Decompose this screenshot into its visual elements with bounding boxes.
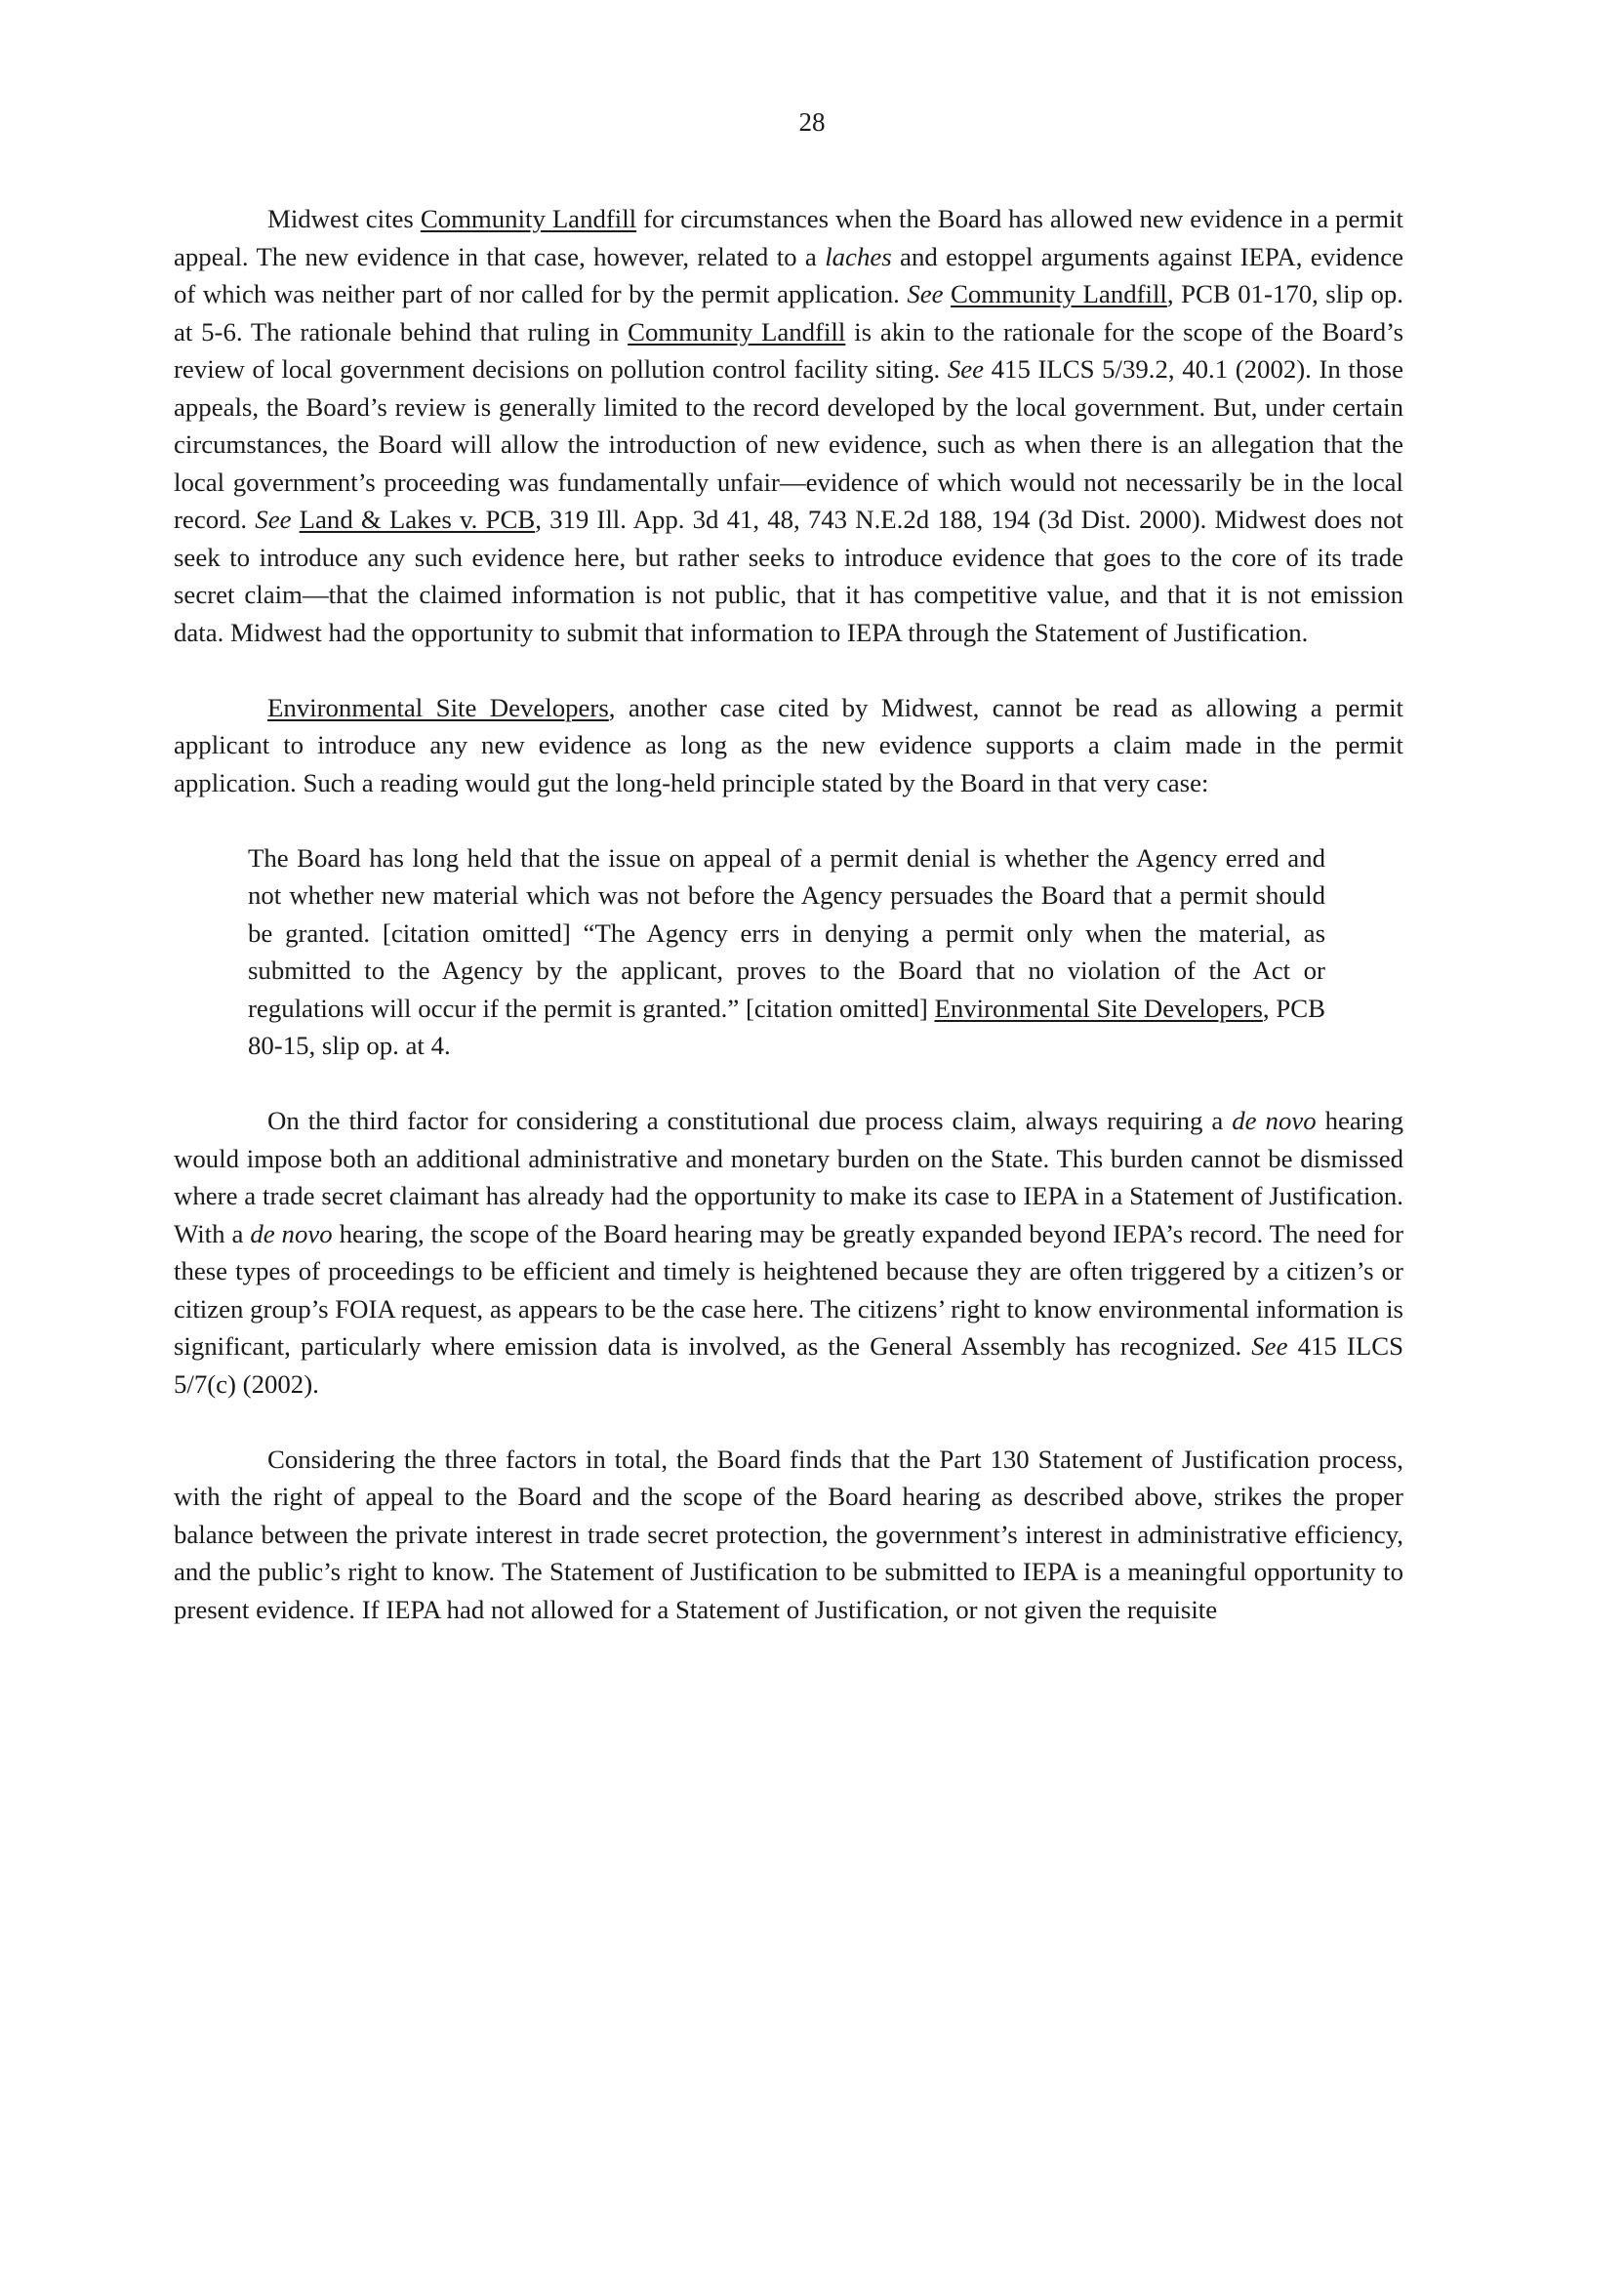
text-run: , another case cited by Midwest, cannot be read as allowing a permit applicant to introduce any new evidence as long as the new evidence supports a claim made in the permit application. Such a reading would gut the long-held principle stated by the Board in that very case: xyxy=(174,692,1403,797)
text-run: hearing, the scope of the Board hearing may be greatly expanded beyond IEPA’s record. The need for these types of proceedings to be efficient and timely is heightened because they are often triggered by a citizen’s or citizen group’s FOIA request, as appears to be the case here. The citizens’ right to know environmental information is significant, particularly where emission data is involved, as the General Assembly has recognized. xyxy=(174,1218,1403,1361)
text-run: Midwest cites xyxy=(267,204,421,233)
italic-term: laches xyxy=(825,241,892,271)
italic-term: See xyxy=(947,354,985,384)
italic-term: de novo xyxy=(250,1218,333,1248)
italic-term: de novo xyxy=(1232,1106,1317,1135)
text-run xyxy=(944,279,952,308)
page-number: 28 xyxy=(798,107,826,137)
text-run: The Board has long held that the issue on appeal of a permit denial is whether the Agency erred and not whether new material which was not before the Agency persuades the Board that a permit should be granted. [citation omitted] “The Agency errs in denying a permit only when the material, as submitted to the Agency by the applicant, proves to the Board that no violation of the Act or regulations will occur if the permit is granted.” [citation omitted] xyxy=(248,842,1325,1023)
document-body xyxy=(174,200,1403,1628)
case-citation: Community Landfill xyxy=(951,279,1167,308)
body-paragraph xyxy=(174,1102,1403,1403)
text-run: for circumstances when the Board has allowed new evidence in a permit appeal. The new evidence in that case, however, related to a xyxy=(174,204,1404,271)
case-citation: Land & Lakes v. PCB xyxy=(299,505,536,534)
case-citation: Community Landfill xyxy=(420,204,637,233)
body-paragraph xyxy=(174,200,1403,651)
case-citation: Environmental Site Developers xyxy=(267,692,609,722)
italic-term: See xyxy=(255,505,292,534)
body-paragraph xyxy=(174,689,1403,802)
body-paragraph xyxy=(174,1441,1403,1629)
text-run: 415 ILCS 5/39.2, 40.1 (2002). In those appeals, the Board’s review is generally limited to the record developed by the local government. But, under certain circumstances, the Board will allow the introduction of new evidence, such as when there is an allegation that the local government’s proceeding was fundamentally unfair—evidence of which would not necessarily be in the local record. xyxy=(174,354,1403,534)
text-run xyxy=(291,505,299,534)
text-run: and estoppel arguments against IEPA, evidence of which was neither part of nor called for by the permit application. xyxy=(174,241,1403,308)
italic-term: See xyxy=(1251,1331,1288,1361)
text-run: Considering the three factors in total, the Board finds that the Part 130 Statement of Justification process, with the right of appeal to the Board and the scope of the Board hearing as described above, strikes the proper balance between the private interest in trade secret protection, the government’s interest in administrative efficiency, and the public’s right to know. The Statement of Justification to be submitted to IEPA is a meaningful opportunity to present evidence. If IEPA had not allowed for a Statement of Justification, or not given the requisite xyxy=(174,1444,1403,1624)
case-citation: Community Landfill xyxy=(628,316,846,346)
italic-term: See xyxy=(907,279,944,308)
text-run: On the third factor for considering a constitutional due process claim, always requiring a xyxy=(267,1106,1233,1135)
text-run: is akin to the rationale for the scope of the Board’s review of local government decisions on pollution control facility siting. xyxy=(174,316,1404,384)
text-run: , PCB 80-15, slip op. at 4. xyxy=(248,993,1325,1060)
case-citation: Environmental Site Developers xyxy=(934,993,1263,1023)
text-run: , 319 Ill. App. 3d 41, 48, 743 N.E.2d 188, 194 (3d Dist. 2000). Midwest does not seek to introduce any such evidence here, but rather seeks to introduce evidence that goes to the core of its trade secret claim—that the claimed information is not public, that it has competitive value, and that it is not emission data. Midwest had the opportunity to submit that information to IEPA through the Statement of Justification. xyxy=(174,505,1403,647)
block-quote xyxy=(174,839,1403,1065)
text-run: 415 ILCS 5/7(c) (2002). xyxy=(174,1331,1403,1399)
text-run: , PCB 01-170, slip op. at 5-6. The rationale behind that ruling in xyxy=(174,279,1404,346)
text-run: hearing would impose both an additional administrative and monetary burden on the State. This burden cannot be dismissed where a trade secret claimant has already had the opportunity to make its case to IEPA in a Statement of Justification. With a xyxy=(174,1106,1403,1248)
